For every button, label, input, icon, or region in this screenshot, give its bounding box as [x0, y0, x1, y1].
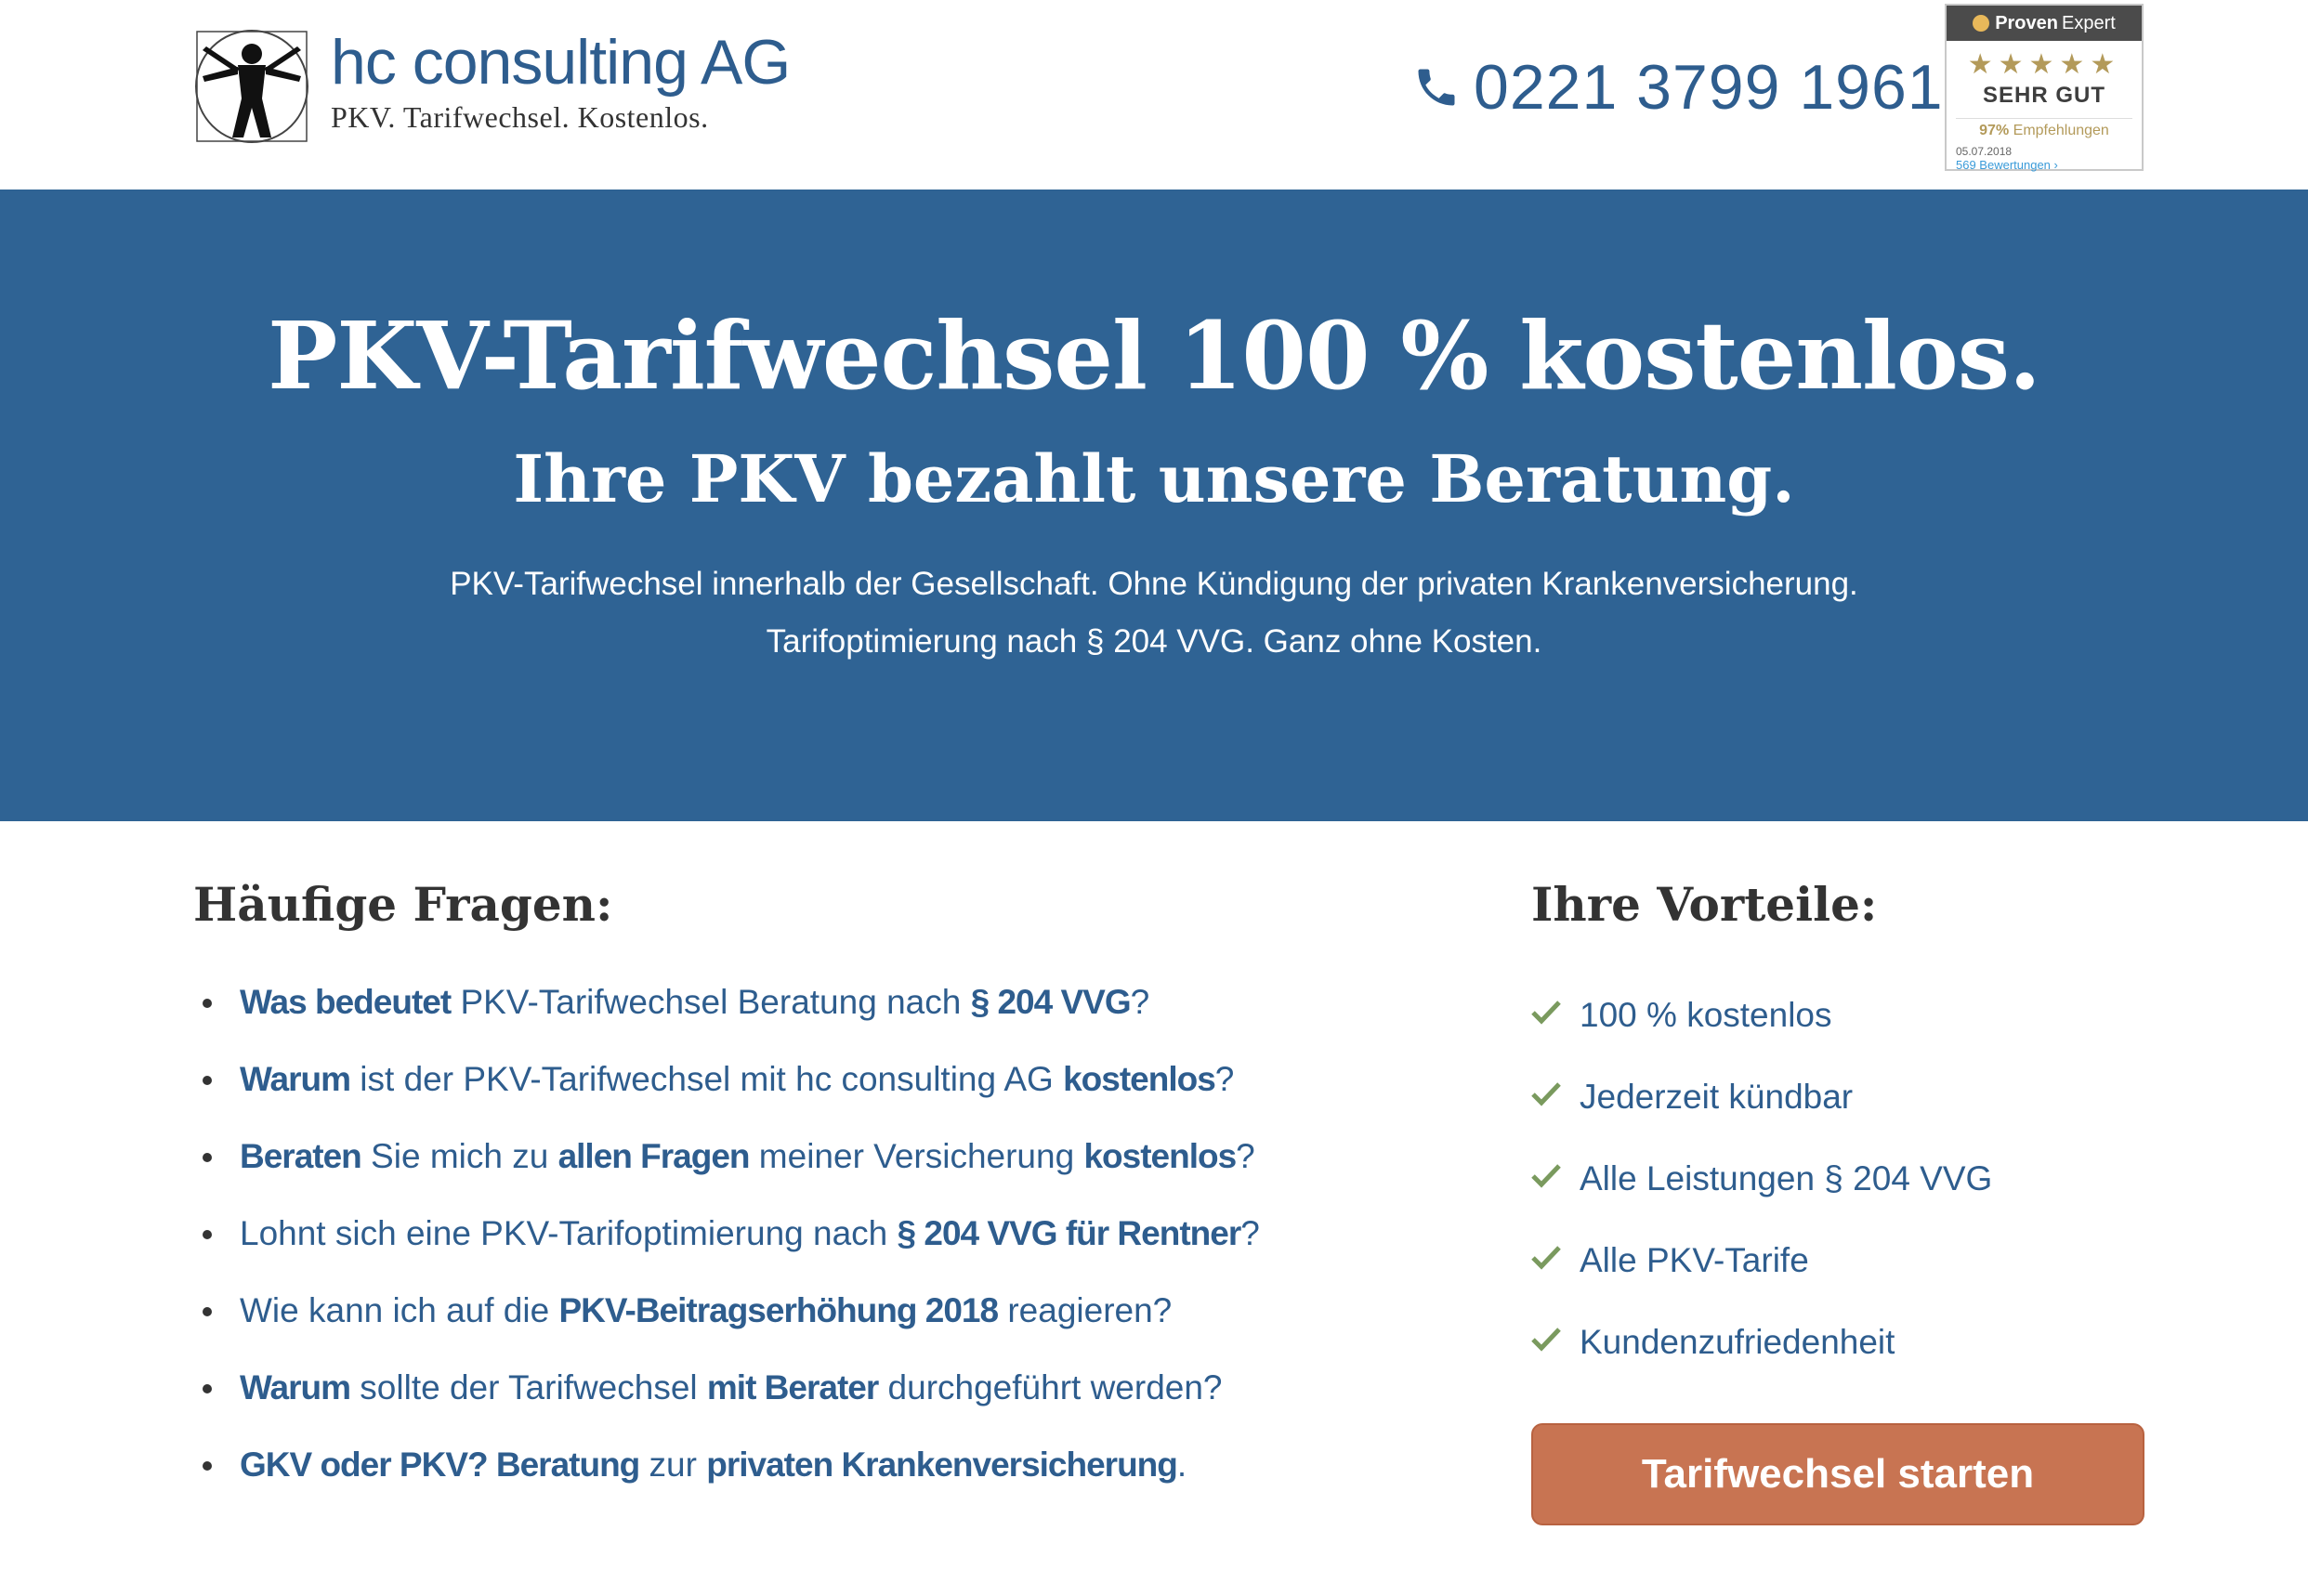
faq-bold[interactable]: Beraten [240, 1137, 361, 1175]
faq-item[interactable] [193, 1360, 1401, 1437]
faq-item[interactable] [193, 1129, 1401, 1206]
faq-item[interactable] [193, 1437, 1401, 1514]
recommendation-rate [1947, 123, 2142, 139]
faq-text: Lohnt sich eine PKV-Tarifoptimierung nach [240, 1214, 898, 1252]
bullet [203, 1384, 212, 1393]
hero-line-1: PKV-Tarifwechsel innerhalb der Gesellschaft. Ohne Kündigung der privaten Krankenversicherung. [450, 566, 1858, 602]
benefit-item [1531, 1069, 2144, 1151]
faq-bold[interactable]: kostenlos [1083, 1137, 1237, 1175]
faq-title: Häufige Fragen: [193, 877, 613, 932]
faq-item[interactable] [193, 1283, 1401, 1360]
faq-text: ? [1240, 1214, 1260, 1252]
faq-text: PKV-Tarifwechsel Beratung nach [451, 983, 971, 1021]
benefit-item [1531, 988, 2144, 1069]
check-icon [1531, 999, 1561, 1025]
check-icon [1531, 1080, 1561, 1106]
bullet [203, 1153, 212, 1162]
faq-bold[interactable]: GKV oder PKV? Beratung [240, 1446, 640, 1484]
benefit-label: Alle Leistungen § 204 VVG [1580, 1159, 1993, 1197]
check-icon [1531, 1326, 1561, 1352]
faq-bold[interactable]: § 204 VVG für Rentner [897, 1214, 1241, 1252]
faq-bold[interactable]: Was bedeutet [240, 983, 452, 1021]
bullet [203, 999, 212, 1008]
phone-link[interactable] [1412, 52, 1944, 123]
faq-text: zur [639, 1446, 707, 1484]
faq-text: ? [1130, 983, 1150, 1021]
bullet [203, 1307, 212, 1316]
faq-list [193, 975, 1401, 1514]
site-header [0, 0, 2308, 190]
bullet [203, 1076, 212, 1085]
faq-item[interactable] [193, 1052, 1401, 1129]
badge-date: 05.07.2018 [1956, 145, 2013, 158]
benefits-section [1531, 877, 2144, 1497]
phone-number: 0221 3799 1961 [1474, 52, 1944, 123]
faq-text: meiner Versicherung [749, 1137, 1084, 1175]
vitruvian-man-icon[interactable] [193, 28, 310, 145]
faq-bold[interactable]: PKV-Beitragserhöhung 2018 [558, 1291, 999, 1329]
faq-text: Sie mich zu [361, 1137, 558, 1175]
benefit-label: Kundenzufriedenheit [1580, 1323, 1895, 1361]
rating-label: SEHR GUT [1982, 83, 2105, 108]
badge-brand-rest: Expert [2062, 12, 2116, 33]
benefit-item [1531, 1151, 2144, 1233]
faq-section [193, 877, 1401, 1514]
benefit-label: Alle PKV-Tarife [1580, 1241, 1809, 1279]
recommendation-label: Empfehlungen [2013, 123, 2109, 138]
check-icon [1531, 1162, 1561, 1188]
badge-divider [1956, 118, 2132, 119]
faq-text: Wie kann ich auf die [240, 1291, 559, 1329]
faq-text: . [1176, 1446, 1187, 1484]
faq-text: reagieren? [998, 1291, 1173, 1329]
benefit-label: Jederzeit kündbar [1580, 1078, 1854, 1116]
provenexpert-logo-icon [1973, 15, 1989, 32]
bullet [203, 1230, 212, 1239]
hero-banner [0, 190, 2308, 821]
brand-name[interactable]: hc consulting AG [331, 27, 791, 98]
hero-line-2: Tarifoptimierung nach § 204 VVG. Ganz ohne Kosten. [766, 623, 1542, 660]
rating-stars: ★★★★★ [1967, 49, 2121, 80]
faq-text: ? [1236, 1137, 1255, 1175]
brand-tagline: PKV. Tarifwechsel. Kostenlos. [331, 100, 709, 134]
benefit-item [1531, 1315, 2144, 1396]
benefit-item [1531, 1233, 2144, 1315]
check-icon [1531, 1244, 1561, 1270]
benefits-title: Ihre Vorteile: [1531, 877, 1878, 932]
benefit-label: 100 % kostenlos [1580, 996, 1832, 1034]
faq-bold[interactable]: Warum [240, 1060, 351, 1098]
benefits-list [1531, 988, 2144, 1396]
start-tariff-change-button[interactable]: Tarifwechsel starten [1531, 1423, 2144, 1525]
faq-item[interactable] [193, 1206, 1401, 1283]
provenexpert-badge[interactable] [1945, 4, 2144, 171]
faq-item[interactable] [193, 975, 1401, 1052]
faq-bold[interactable]: § 204 VVG [970, 983, 1131, 1021]
faq-bold[interactable]: Warum [240, 1368, 351, 1406]
badge-brand-bold: Proven [1995, 12, 2058, 33]
faq-bold[interactable]: allen Fragen [557, 1137, 750, 1175]
hero-subtitle: Ihre PKV bezahlt unsere Beratung. [513, 440, 1795, 517]
recommendation-percent: 97% [1979, 123, 2010, 138]
faq-text: sollte der Tarifwechsel [350, 1368, 707, 1406]
hero-description [0, 556, 2308, 671]
faq-text: ? [1214, 1060, 1235, 1098]
faq-text: ist der PKV-Tarifwechsel mit hc consulting AG [350, 1060, 1064, 1098]
faq-bold[interactable]: privaten Krankenversicherung [706, 1446, 1177, 1484]
bullet [203, 1461, 212, 1471]
badge-header [1947, 6, 2142, 41]
faq-text: durchgeführt werden? [878, 1368, 1223, 1406]
phone-icon [1412, 63, 1461, 111]
faq-bold[interactable]: kostenlos [1063, 1060, 1215, 1098]
faq-bold[interactable]: mit Berater [706, 1368, 879, 1406]
hero-title: PKV-Tarifwechsel 100 % kostenlos. [268, 301, 2040, 411]
reviews-link[interactable]: 569 Bewertungen › [1956, 158, 2058, 172]
